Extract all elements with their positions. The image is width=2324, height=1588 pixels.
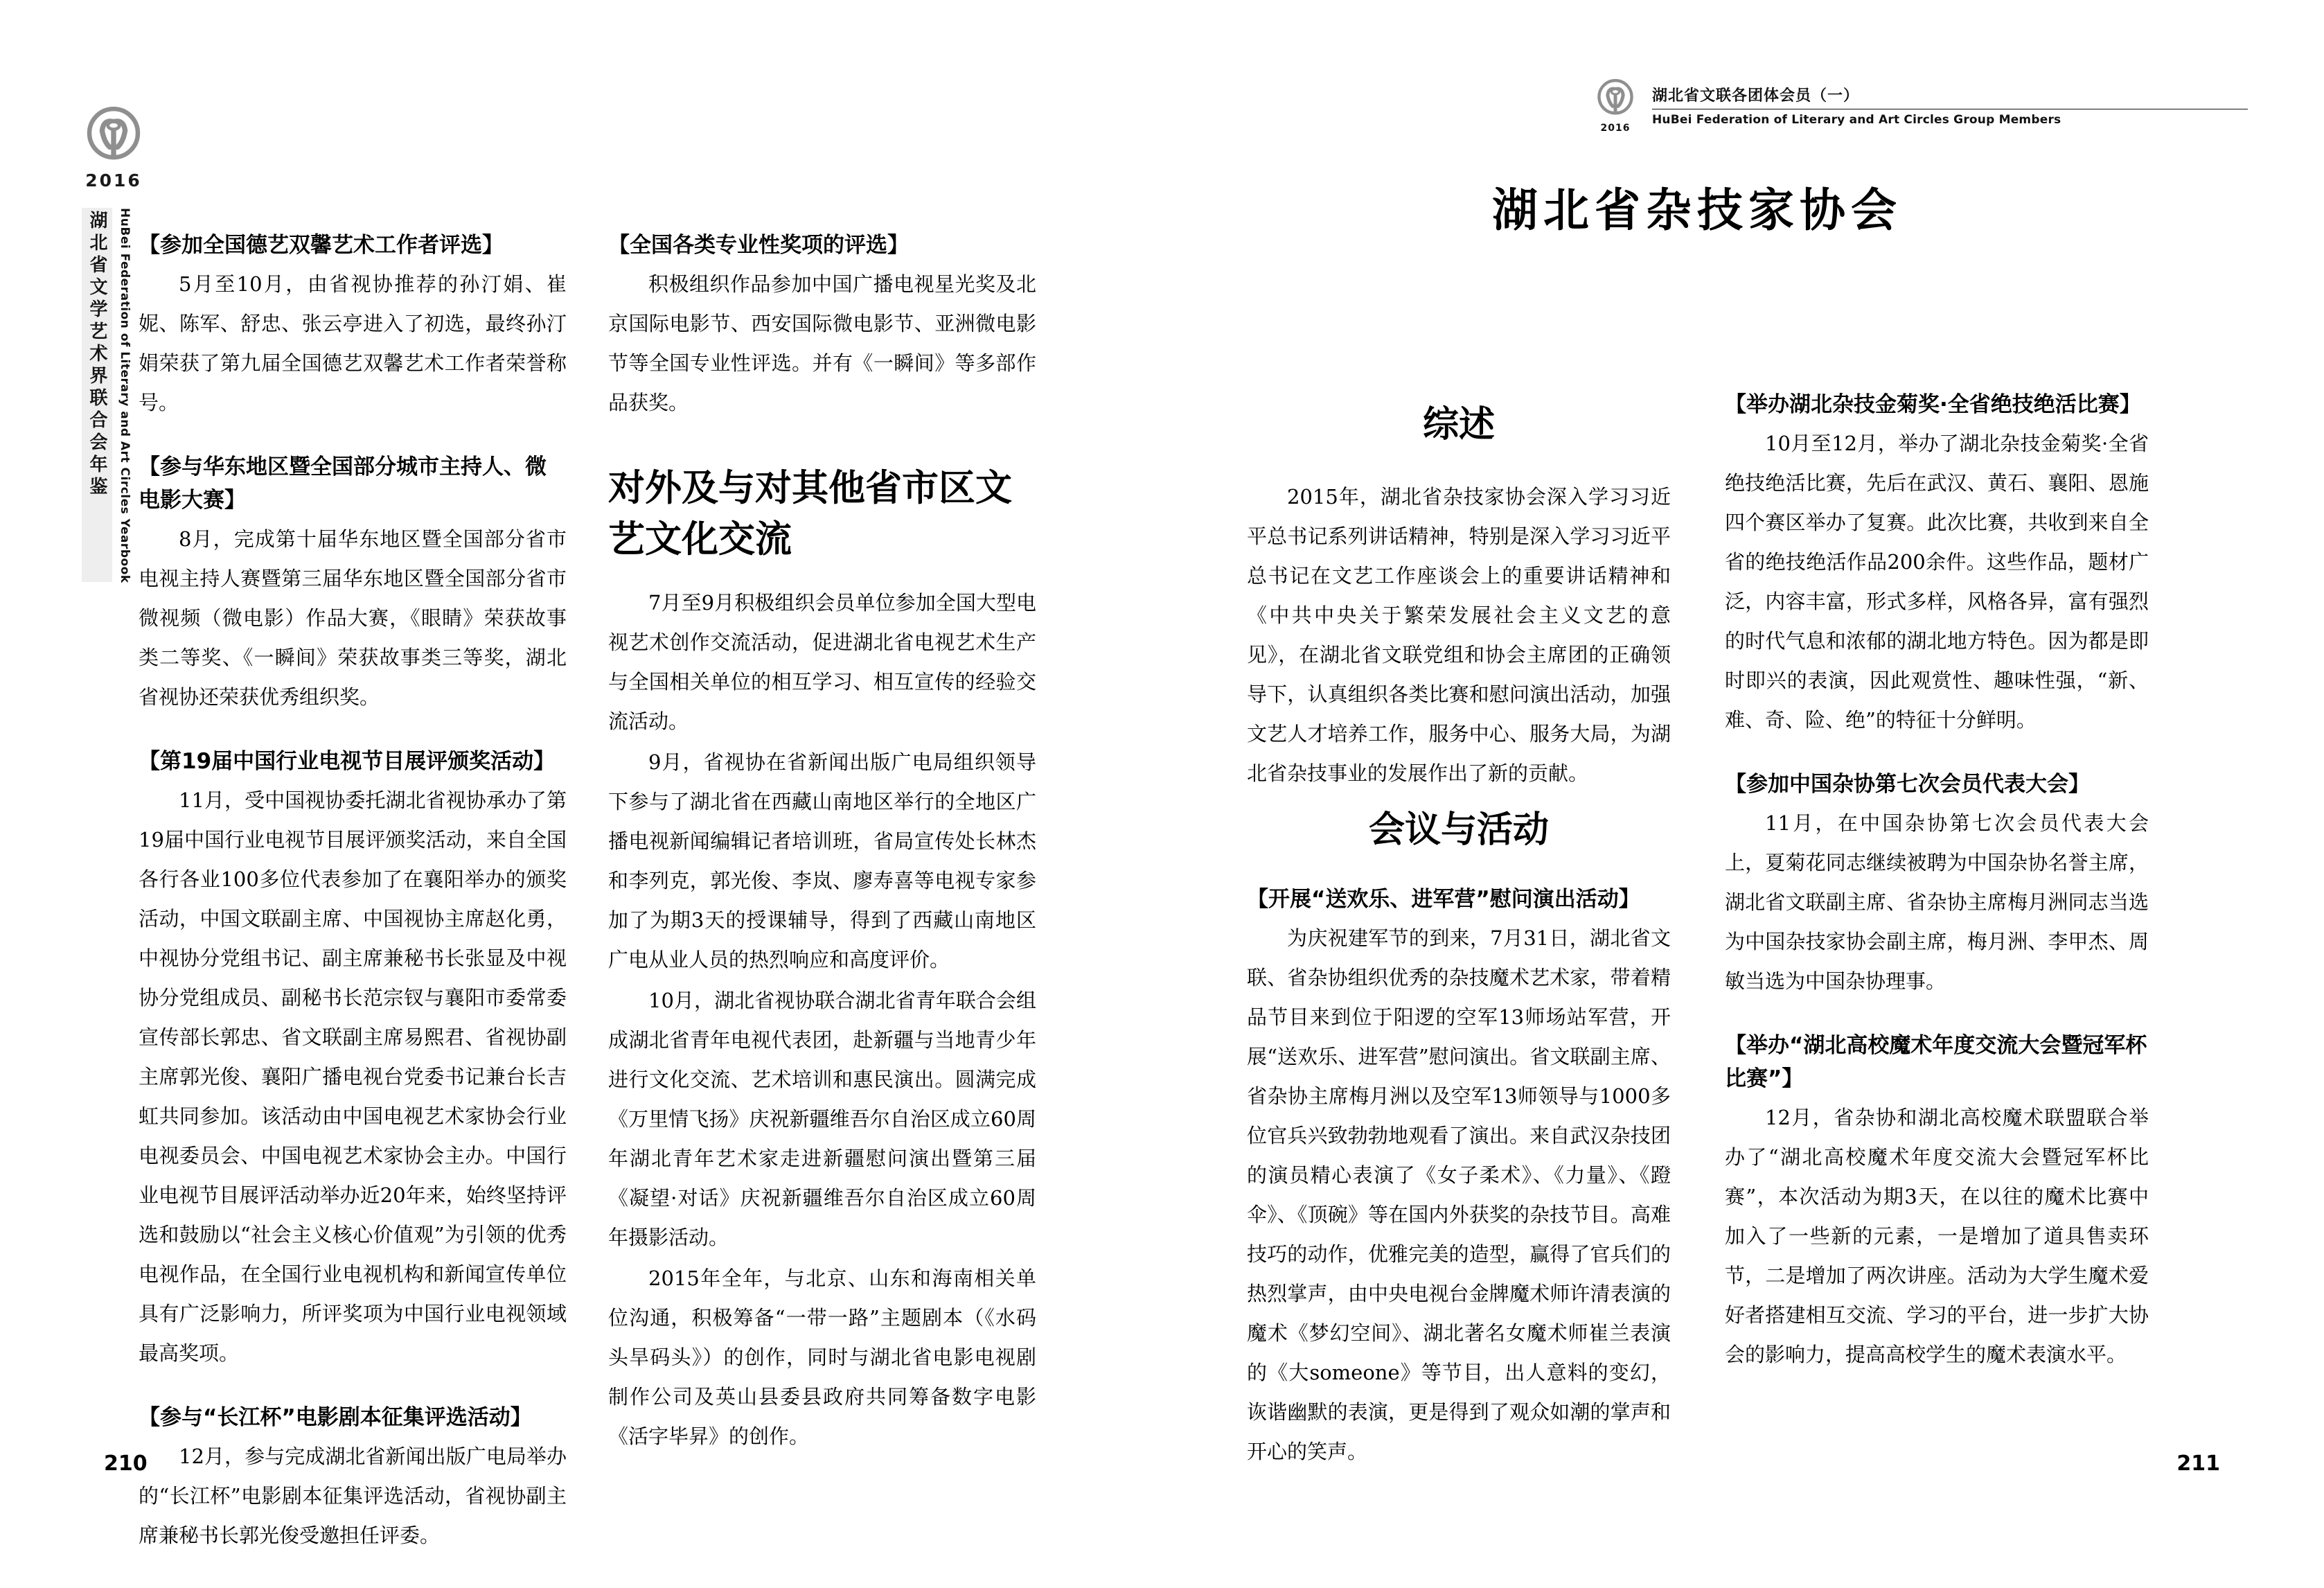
book-logo-block [72, 103, 155, 191]
column-2 [608, 229, 1036, 1458]
section-heading: 【第19届中国行业电视节目展评颁奖活动】 [139, 749, 556, 774]
body-paragraph: 12月，参与完成湖北省新闻出版广电局举办的“长江杯”电影剧本征集评选活动，省视协副主席兼秘书长郭光俊受邀担任评委。 [139, 1445, 567, 1547]
major-section-heading: 对外及与对其他省市区文艺文化交流 [608, 467, 1012, 561]
running-head-year: 2016 [1600, 123, 1631, 134]
body-paragraph: 5月至10月，由省视协推荐的孙汀娟、崔妮、陈军、舒忠、张云亭进入了初选，最终孙汀娟荣获了第九届全国德艺双馨艺术工作者荣誉称号。 [139, 272, 567, 414]
body-paragraph: 积极组织作品参加中国广播电视星光奖及北京国际电影节、西安国际微电影节、亚洲微电影节等全国专业性评选。并有《一瞬间》等多部作品获奖。 [608, 272, 1036, 414]
section-heading: 【举办“湖北高校魔术年度交流大会暨冠军杯比赛”】 [1725, 1033, 2147, 1091]
section-heading: 【举办湖北杂技金菊奖·全省绝技绝活比赛】 [1725, 392, 2141, 417]
book-logo-year: 2016 [85, 170, 142, 191]
subsection-heading: 综述 [1422, 404, 1495, 445]
subsection-heading: 会议与活动 [1368, 809, 1549, 851]
running-head [1594, 76, 2248, 134]
running-head-text [1648, 84, 2248, 127]
section-heading: 【参与“长江杯”电影剧本征集评选活动】 [139, 1405, 532, 1430]
running-head-title-cn: 湖北省文联各团体会员（一） [1652, 84, 2248, 109]
body-paragraph: 11月，受中国视协委托湖北省视协承办了第19届中国行业电视节目展评颁奖活动，来自全国各行各业100多位代表参加了在襄阳举办的颁奖活动，中国文联副主席、中国视协主席赵化勇，中视协分党组书记、副主席兼秘书长张显及中视协分党组成员、副秘书长范宗钗与襄阳市委常委宣传部长郭忠、省文联副主席易熙君、省视协副主席郭光俊、襄阳广播电视台党委书记兼台长吉虹共同参加。该活动由中国电视艺术家协会行业电视委员会、中国电视艺术家协会主办。中国行业电视节目展评活动举办近20年来，始终坚持评选和鼓励以“社会主义核心价值观”为引领的优秀电视作品，在全国行业电视机构和新闻宣传单位具有广泛影响力，所评奖项为中国行业电视领域最高奖项。 [139, 788, 567, 1365]
section-heading: 【全国各类专业性奖项的评选】 [608, 233, 909, 258]
page-number-left: 210 [104, 1452, 148, 1476]
column-1 [139, 229, 567, 1557]
body-paragraph: 2015年，湖北省杂技家协会深入学习习近平总书记系列讲话精神，特别是深入学习习近平总书记在文艺工作座谈会上的重要讲话精神和《中共中央关于繁荣发展社会主义文艺的意见》，在湖北省文联党组和协会主席团的正确领导下，认真组织各类比赛和慰问演出活动，加强文艺人才培养工作，服务中心、服务大局，为湖北省杂技事业的发展作出了新的贡献。 [1247, 485, 1671, 785]
column-4 [1725, 388, 2149, 1376]
federation-emblem-icon [1594, 76, 1637, 119]
chapter-title: 湖北省杂技家协会 [1492, 184, 1902, 237]
running-head-title-en: HuBei Federation of Literary and Art Circles Group Members [1652, 112, 2061, 127]
column-3 [1247, 388, 1671, 1473]
running-head-logo [1594, 76, 1637, 134]
federation-emblem-icon [82, 103, 145, 166]
body-paragraph: 8月，完成第十届华东地区暨全国部分省市电视主持人赛暨第三届华东地区暨全国部分省市微视频（微电影）作品大赛，《眼睛》荣获故事类二等奖、《一瞬间》荣获故事类三等奖，湖北省视协还荣获优秀组织奖。 [139, 527, 567, 709]
spine-title-en: HuBei Federation of Literary and Art Circles Yearbook [118, 208, 132, 583]
body-paragraph: 9月，省视协在省新闻出版广电局组织领导下参与了湖北省在西藏山南地区举行的全地区广播电视新闻编辑记者培训班，省局宣传处长林杰和李列克，郭光俊、李岚、廖寿喜等电视专家参加了为期3天的授课辅导，得到了西藏山南地区广电从业人员的热烈响应和高度评价。 [608, 750, 1036, 971]
body-paragraph: 为庆祝建军节的到来，7月31日，湖北省文联、省杂协组织优秀的杂技魔术艺术家，带着精品节目来到位于阳逻的空军13师场站军营，开展“送欢乐、进军营”慰问演出。省文联副主席、省杂协主席梅月洲以及空军13师领导与1000多位官兵兴致勃勃地观看了演出。来自武汉杂技团的演员精心表演了《女子柔术》、《力量》、《蹬伞》、《顶碗》等在国内外获奖的杂技节目。高难技巧的动作，优雅完美的造型，赢得了官兵们的热烈掌声，由中央电视台金牌魔术师许清表演的魔术《梦幻空间》、湖北著名女魔术师崔兰表演的《大someone》等节目，出人意料的变幻，诙谐幽默的表演，更是得到了观众如潮的掌声和开心的笑声。 [1247, 926, 1671, 1463]
section-heading: 【参加全国德艺双馨艺术工作者评选】 [139, 233, 504, 258]
spine-title-cn: 湖北省文学艺术界联合会年鉴 [82, 208, 112, 582]
section-heading: 【参加中国杂协第七次会员代表大会】 [1725, 772, 2090, 797]
body-paragraph: 2015年全年，与北京、山东和海南相关单位沟通，积极筹备“一带一路”主题剧本（《水码头旱码头》）的创作，同时与湖北省电影电视剧制作公司及英山县委县政府共同筹备数字电影《活字毕昇》的创作。 [608, 1267, 1036, 1448]
section-heading: 【参与华东地区暨全国部分城市主持人、微电影大赛】 [139, 455, 547, 513]
body-paragraph: 10月至12月，举办了湖北杂技金菊奖·全省绝技绝活比赛，先后在武汉、黄石、襄阳、恩施四个赛区举办了复赛。此次比赛，共收到来自全省的绝技绝活作品200余件。这些作品，题材广泛，内容丰富，形式多样，风格各异，富有强烈的时代气息和浓郁的湖北地方特色。因为都是即时即兴的表演，因此观赏性、趣味性强，“新、难、奇、险、绝”的特征十分鲜明。 [1725, 432, 2149, 732]
body-paragraph: 12月，省杂协和湖北高校魔术联盟联合举办了“湖北高校魔术年度交流大会暨冠军杯比赛”，本次活动为期3天，在以往的魔术比赛中加入了一些新的元素，一是增加了道具售卖环节，二是增加了两次讲座。活动为大学生魔术爱好者搭建相互交流、学习的平台，进一步扩大协会的影响力，提高高校学生的魔术表演水平。 [1725, 1106, 2149, 1366]
page-number-right: 211 [2176, 1452, 2220, 1476]
body-paragraph: 10月，湖北省视协联合湖北省青年联合会组成湖北省青年电视代表团，赴新疆与当地青少年进行文化交流、艺术培训和惠民演出。圆满完成《万里情飞扬》庆祝新疆维吾尔自治区成立60周年湖北青年艺术家走进新疆慰问演出暨第三届《凝望·对话》庆祝新疆维吾尔自治区成立60周年摄影活动。 [608, 989, 1036, 1249]
section-heading: 【开展“送欢乐、进军营”慰问演出活动】 [1247, 887, 1640, 912]
body-paragraph: 7月至9月积极组织会员单位参加全国大型电视艺术创作交流活动，促进湖北省电视艺术生产与全国相关单位的相互学习、相互宣传的经验交流活动。 [608, 591, 1036, 733]
body-paragraph: 11月，在中国杂协第七次会员代表大会上，夏菊花同志继续被聘为中国杂协名誉主席，湖北省文联副主席、省杂协主席梅月洲同志当选为中国杂技家协会副主席，梅月洲、李甲杰、周敏当选为中国杂协理事。 [1725, 811, 2149, 993]
